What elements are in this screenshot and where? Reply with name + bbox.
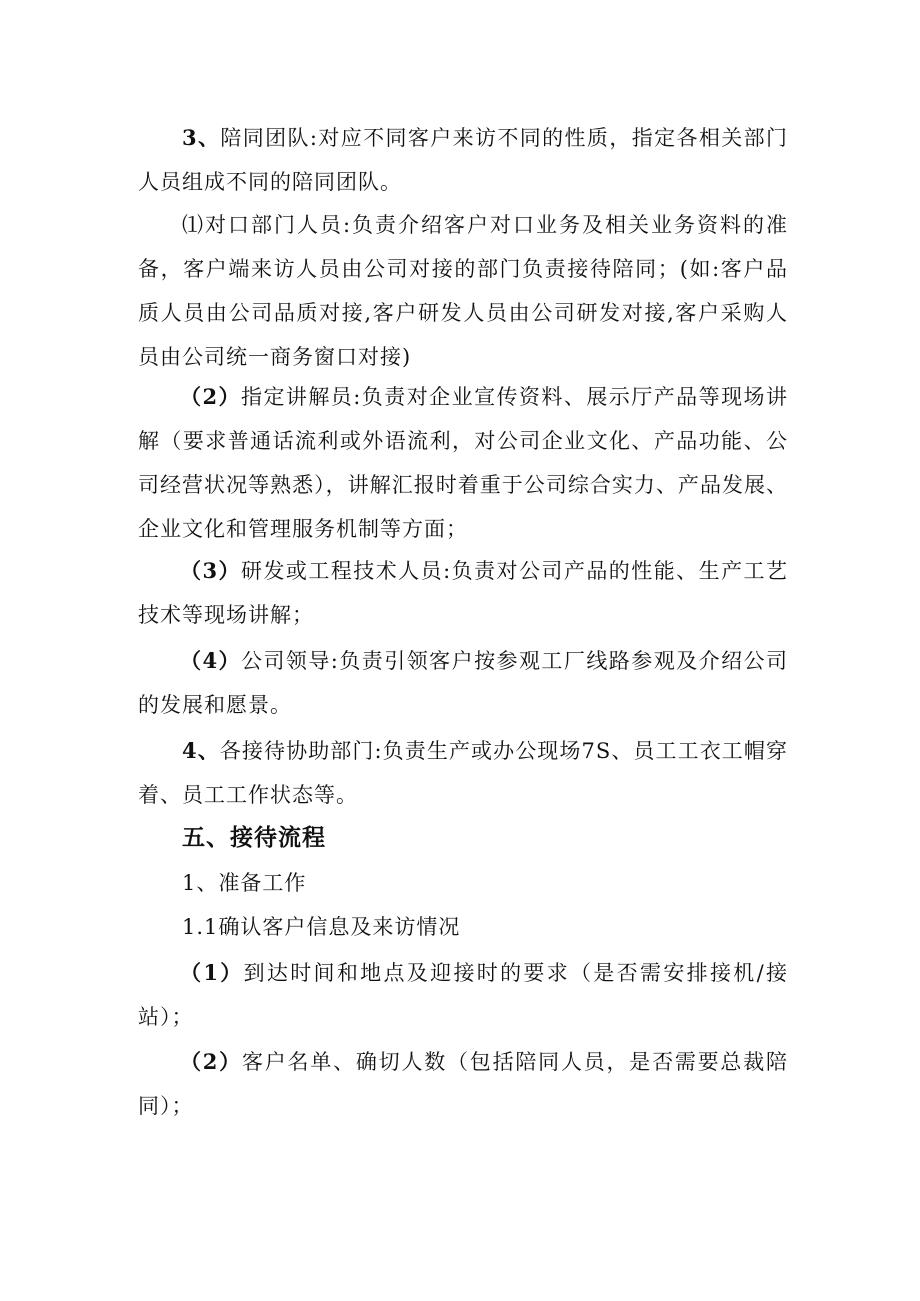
paragraph-3-3 — [138, 549, 788, 637]
paragraph-3-4 — [138, 639, 788, 727]
paragraph-text: 各接待协助部门:负责生产或办公现场7S、员工工衣工帽穿着、员工工作状态等。 — [138, 739, 788, 807]
item-number: （3） — [180, 558, 241, 583]
paragraph-text: 对口部门人员:负责介绍客户对口业务及相关业务资料的准备，客户端来访人员由公司对接的部门负责接待陪同；(如:客户品质人员由公司品质对接,客户研发人员由公司研发对接,客户采购人员由公司统一商务窗口对接) — [138, 213, 788, 369]
paragraph-3-2 — [138, 375, 788, 551]
item-number: （2） — [180, 384, 241, 409]
subsection-1-1: 1.1确认客户信息及来访情况 — [182, 915, 461, 939]
paragraph-4 — [138, 729, 788, 817]
item-number: 4、 — [182, 738, 220, 763]
item-number: （2） — [180, 1049, 242, 1074]
paragraph-text: 公司领导:负责引领客户按参观工厂线路参观及介绍公司的发展和愿景。 — [138, 649, 788, 717]
paragraph-1-1-1 — [138, 951, 788, 1039]
paragraph-text: 客户名单、确切人数（包括陪同人员，是否需要总裁陪同）； — [138, 1050, 788, 1118]
paragraph-text: 到达时间和地点及迎接时的要求（是否需安排接机/接站）； — [138, 961, 788, 1029]
item-number: （4） — [180, 648, 241, 673]
paragraph-3 — [138, 116, 788, 204]
item-number: ⑴ — [182, 213, 205, 237]
item-number: 3、 — [182, 125, 221, 150]
paragraph-3-1 — [138, 203, 788, 379]
section-heading: 五、接待流程 — [182, 824, 326, 851]
item-number: （1） — [180, 960, 244, 985]
paragraph-text: 指定讲解员:负责对企业宣传资料、展示厅产品等现场讲解（要求普通话流利或外语流利，对公司企业文化、产品功能、公司经营状况等熟悉），讲解汇报时着重于公司综合实力、产品发展、企业文化和管理服务机制等方面； — [138, 385, 788, 541]
subsection-1: 1、准备工作 — [182, 871, 307, 895]
paragraph-text: 陪同团队:对应不同客户来访不同的性质，指定各相关部门人员组成不同的陪同团队。 — [138, 126, 788, 194]
paragraph-text: 研发或工程技术人员:负责对公司产品的性能、生产工艺技术等现场讲解； — [138, 559, 788, 627]
paragraph-1-1-2 — [138, 1040, 788, 1128]
